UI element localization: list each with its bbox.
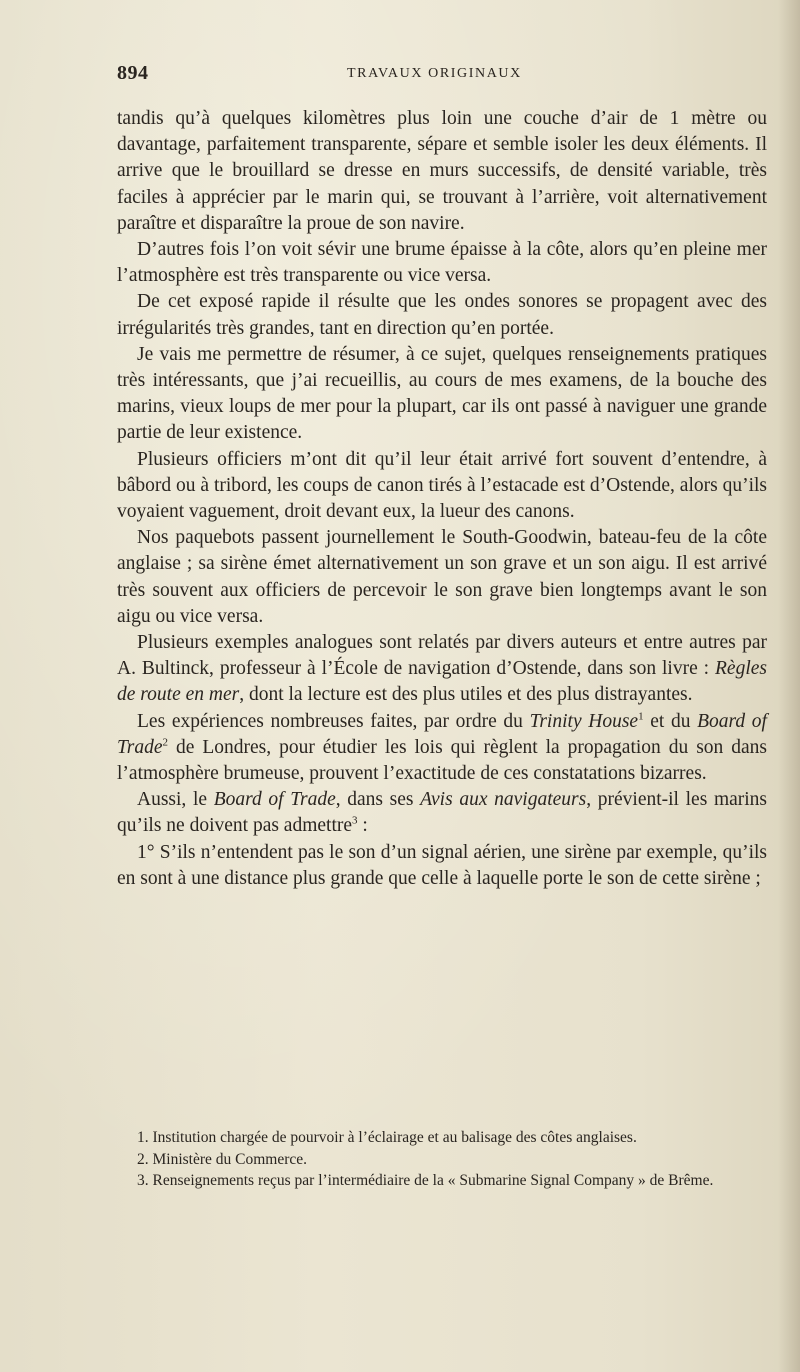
- body-text: [117, 106, 767, 892]
- text-run: et du: [643, 710, 698, 732]
- page-header: [117, 62, 767, 88]
- institution-name: Board of Trade: [213, 789, 336, 811]
- footnotes: [117, 1127, 767, 1192]
- institution-name: Trinity House: [529, 710, 639, 732]
- text-run: Aussi, le: [137, 789, 214, 811]
- text-run: Plusieurs exemples analogues sont relatés par divers auteurs et entre autres par A. Bultinck, professeur à l’École de navigation d’Ostende, dans son livre :: [117, 632, 767, 680]
- running-head: TRAVAUX ORIGINAUX: [347, 66, 522, 81]
- paragraph: D’autres fois l’on voit sévir une brume épaisse à la côte, alors qu’en pleine mer l’atmosphère est très transparente ou vice versa.: [117, 239, 767, 287]
- footnote-ref: 1: [638, 710, 644, 723]
- book-title: Règles de route en mer: [117, 658, 767, 706]
- paragraph: tandis qu’à quelques kilomètres plus loin une couche d’air de 1 mètre ou davantage, parfaitement transparente, sépare et semble isoler les deux éléments. Il arrive que le brouillard se dresse en murs successifs, de densité variable, très faciles à apprécier par le marin qui, se trouvant à l’arrière, voit alternativement paraître et disparaître la proue de son navire.: [117, 108, 767, 234]
- paragraph: [117, 630, 767, 709]
- page-edge-shadow: [778, 0, 800, 1372]
- footnote: 2. Ministère du Commerce.: [137, 1150, 308, 1168]
- text-run: , dont la lecture est des plus utiles et des plus distrayantes.: [239, 684, 693, 706]
- page-number: 894: [117, 62, 149, 84]
- publication-title: Avis aux navigateurs: [420, 789, 587, 811]
- text-run: de Londres, pour étudier les lois qui règlent la propagation du son dans l’atmosphère brumeuse, prouvent l’exactitude de ces constatations bizarres.: [117, 736, 767, 785]
- text-run: :: [357, 815, 368, 837]
- text-run: , prévient-il les marins qu’ils ne doivent pas admettre: [117, 789, 768, 837]
- footnote-ref: 3: [352, 814, 358, 827]
- text-run: , dans ses: [335, 789, 421, 811]
- institution-name: Board of Trade: [117, 710, 767, 758]
- paragraph: Plusieurs officiers m’ont dit qu’il leur était arrivé fort souvent d’entendre, à bâbord ou à tribord, les coups de canon tirés à l’estacade est d’Ostende, alors qu’ils voyaient vaguement, droit devant eux, la lueur des canons.: [117, 448, 767, 523]
- footnote: 1. Institution chargée de pourvoir à l’éclairage et au balisage des côtes anglaises.: [137, 1129, 637, 1146]
- paragraph: 1° S’ils n’entendent pas le son d’un signal aérien, une sirène par exemple, qu’ils en sont à une distance plus grande que celle à laquelle porte le son de cette sirène ;: [117, 841, 767, 889]
- paragraph: De cet exposé rapide il résulte que les ondes sonores se propagent avec des irrégularités très grandes, tant en direction qu’en portée.: [117, 291, 767, 339]
- text-run: Les expériences nombreuses faites, par ordre du: [137, 710, 530, 732]
- paragraph: Nos paquebots passent journellement le South-Goodwin, bateau-feu de la côte anglaise ; sa sirène émet alternativement un son grave et un son aigu. Il est arrivé très souvent aux officiers de percevoir le son grave bien longtemps avant le son aigu ou vice versa.: [117, 527, 767, 627]
- footnote: 3. Renseignements reçus par l’intermédiaire de la « Submarine Signal Company » de Brême.: [137, 1172, 714, 1189]
- paragraph: [117, 787, 767, 839]
- paragraph: Je vais me permettre de résumer, à ce sujet, quelques renseignements pratiques très intéressants, que j’ai recueillis, au cours de mes examens, de la bouche des marins, vieux loups de mer pour la plupart, car ils ont passé à naviguer une grande partie de leur existence.: [117, 343, 767, 444]
- paragraph: [117, 709, 767, 788]
- footnote-ref: 2: [162, 736, 169, 749]
